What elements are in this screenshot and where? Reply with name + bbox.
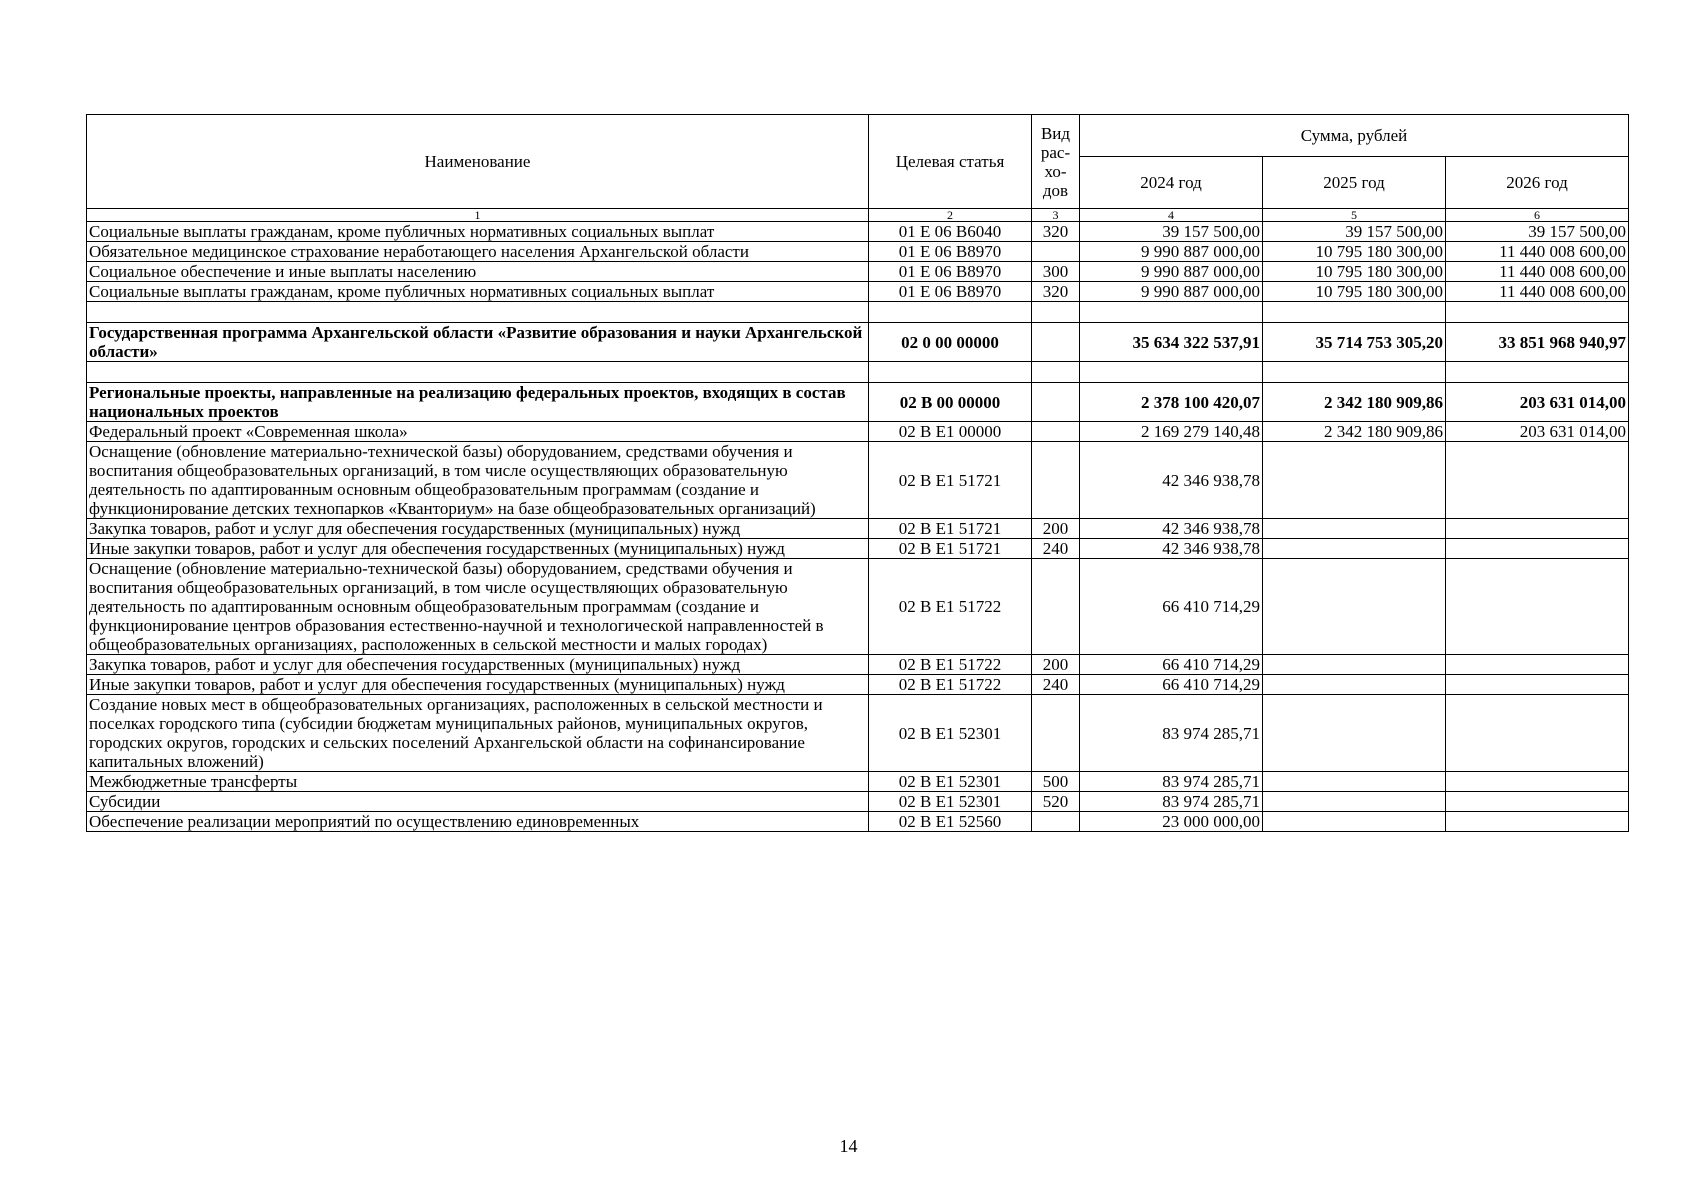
table-row — [87, 792, 1629, 812]
row-name: Обязательное медицинское страхование неработающего населения Архангельской области — [87, 242, 869, 262]
column-number: 3 — [1032, 209, 1080, 222]
row-sum-2025 — [1263, 519, 1446, 539]
row-sum-2024: 83 974 285,71 — [1080, 772, 1263, 792]
row-type: 320 — [1032, 282, 1080, 302]
table-row — [87, 675, 1629, 695]
row-type: 240 — [1032, 675, 1080, 695]
header-year-2024: 2024 год — [1080, 157, 1263, 209]
column-number: 6 — [1446, 209, 1629, 222]
row-sum-2024: 83 974 285,71 — [1080, 792, 1263, 812]
row-sum-2024: 9 990 887 000,00 — [1080, 262, 1263, 282]
row-name: Социальные выплаты гражданам, кроме публичных нормативных социальных выплат — [87, 282, 869, 302]
row-code: 02 В 00 00000 — [869, 383, 1032, 422]
row-sum-2025: 39 157 500,00 — [1263, 222, 1446, 242]
row-sum-2026 — [1446, 675, 1629, 695]
row-sum-2024: 39 157 500,00 — [1080, 222, 1263, 242]
row-name: Субсидии — [87, 792, 869, 812]
table-row-regional-projects — [87, 383, 1629, 422]
row-type — [1032, 442, 1080, 519]
row-sum-2025: 10 795 180 300,00 — [1263, 282, 1446, 302]
row-name: Закупка товаров, работ и услуг для обеспечения государственных (муниципальных) нужд — [87, 519, 869, 539]
row-sum-2026: 11 440 008 600,00 — [1446, 282, 1629, 302]
row-sum-2025 — [1263, 812, 1446, 832]
row-sum-2024: 42 346 938,78 — [1080, 519, 1263, 539]
row-code: 02 В Е1 51721 — [869, 519, 1032, 539]
row-sum-2024 — [1080, 302, 1263, 323]
row-sum-2026 — [1446, 362, 1629, 383]
row-sum-2025 — [1263, 302, 1446, 323]
row-sum-2024: 66 410 714,29 — [1080, 675, 1263, 695]
row-type — [1032, 242, 1080, 262]
table-row — [87, 812, 1629, 832]
header-year-2026: 2026 год — [1446, 157, 1629, 209]
row-sum-2024: 83 974 285,71 — [1080, 695, 1263, 772]
row-type: 500 — [1032, 772, 1080, 792]
row-name: Обеспечение реализации мероприятий по осуществлению единовременных — [87, 812, 869, 832]
empty-row — [87, 362, 1629, 383]
row-type — [1032, 383, 1080, 422]
row-code: 02 В Е1 51722 — [869, 675, 1032, 695]
row-sum-2025 — [1263, 362, 1446, 383]
row-name: Региональные проекты, направленные на реализацию федеральных проектов, входящих в состав национальных проектов — [87, 383, 869, 422]
row-code: 02 0 00 00000 — [869, 323, 1032, 362]
row-sum-2024: 9 990 887 000,00 — [1080, 282, 1263, 302]
row-sum-2026 — [1446, 772, 1629, 792]
row-sum-2026 — [1446, 695, 1629, 772]
row-type — [1032, 812, 1080, 832]
table-row — [87, 262, 1629, 282]
row-sum-2025 — [1263, 655, 1446, 675]
row-code — [869, 362, 1032, 383]
header-sum: Сумма, рублей — [1080, 115, 1629, 157]
row-sum-2025 — [1263, 695, 1446, 772]
row-type: 300 — [1032, 262, 1080, 282]
row-code: 02 В Е1 52560 — [869, 812, 1032, 832]
row-sum-2025 — [1263, 442, 1446, 519]
header-type: Вид рас-хо-дов — [1032, 115, 1080, 209]
row-sum-2024: 23 000 000,00 — [1080, 812, 1263, 832]
row-name: Социальные выплаты гражданам, кроме публичных нормативных социальных выплат — [87, 222, 869, 242]
row-sum-2025 — [1263, 539, 1446, 559]
row-sum-2026: 11 440 008 600,00 — [1446, 262, 1629, 282]
row-sum-2024 — [1080, 362, 1263, 383]
row-code: 02 В Е1 51721 — [869, 539, 1032, 559]
row-sum-2024: 2 169 279 140,48 — [1080, 422, 1263, 442]
row-sum-2026 — [1446, 539, 1629, 559]
row-sum-2025 — [1263, 675, 1446, 695]
page-number: 14 — [839, 1136, 858, 1156]
row-sum-2025 — [1263, 792, 1446, 812]
row-name: Создание новых мест в общеобразовательных организациях, расположенных в сельской местности и поселках городского типа (субсидии бюджетам муниципальных районов, муниципальных округов, городских округов, городских и сельских поселений Архангельской области на софинансирование капитальных вложений) — [87, 695, 869, 772]
row-sum-2026 — [1446, 302, 1629, 323]
row-type — [1032, 362, 1080, 383]
row-sum-2026: 33 851 968 940,97 — [1446, 323, 1629, 362]
row-name: Иные закупки товаров, работ и услуг для обеспечения государственных (муниципальных) нужд — [87, 675, 869, 695]
row-code: 02 В Е1 52301 — [869, 695, 1032, 772]
row-sum-2026: 11 440 008 600,00 — [1446, 242, 1629, 262]
row-code: 02 В Е1 52301 — [869, 772, 1032, 792]
row-sum-2026 — [1446, 559, 1629, 655]
row-type: 520 — [1032, 792, 1080, 812]
table-row — [87, 442, 1629, 519]
row-sum-2024: 66 410 714,29 — [1080, 559, 1263, 655]
row-type: 200 — [1032, 655, 1080, 675]
row-sum-2026 — [1446, 519, 1629, 539]
table-row — [87, 695, 1629, 772]
row-code: 02 В Е1 51722 — [869, 559, 1032, 655]
row-sum-2025: 10 795 180 300,00 — [1263, 242, 1446, 262]
row-name: Оснащение (обновление материально-технической базы) оборудованием, средствами обучения и воспитания общеобразовательных организаций, в том числе осуществляющих образовательную деятельность по адаптированным основным общеобразовательным программам (создание и функционирование центров образования естественно-научной и технологической направленностей в общеобразовательных организациях, расположенных в сельской местности и малых городах) — [87, 559, 869, 655]
row-code: 01 Е 06 В6040 — [869, 222, 1032, 242]
row-name: Федеральный проект «Современная школа» — [87, 422, 869, 442]
row-type — [1032, 695, 1080, 772]
column-number: 2 — [869, 209, 1032, 222]
table-row — [87, 559, 1629, 655]
empty-row — [87, 302, 1629, 323]
row-sum-2026 — [1446, 812, 1629, 832]
row-name: Закупка товаров, работ и услуг для обеспечения государственных (муниципальных) нужд — [87, 655, 869, 675]
row-sum-2024: 42 346 938,78 — [1080, 539, 1263, 559]
table-row — [87, 655, 1629, 675]
row-sum-2026: 203 631 014,00 — [1446, 383, 1629, 422]
row-code: 02 В Е1 00000 — [869, 422, 1032, 442]
row-sum-2025 — [1263, 559, 1446, 655]
row-sum-2025: 2 342 180 909,86 — [1263, 383, 1446, 422]
row-sum-2024: 42 346 938,78 — [1080, 442, 1263, 519]
table-row — [87, 222, 1629, 242]
row-sum-2024: 9 990 887 000,00 — [1080, 242, 1263, 262]
table-row — [87, 422, 1629, 442]
row-type: 240 — [1032, 539, 1080, 559]
table-row — [87, 242, 1629, 262]
header-year-2025: 2025 год — [1263, 157, 1446, 209]
budget-table — [86, 114, 1629, 832]
row-name: Межбюджетные трансферты — [87, 772, 869, 792]
row-name: Государственная программа Архангельской области «Развитие образования и науки Архангельской области» — [87, 323, 869, 362]
row-sum-2026: 203 631 014,00 — [1446, 422, 1629, 442]
row-code: 02 В Е1 51721 — [869, 442, 1032, 519]
row-sum-2024: 35 634 322 537,91 — [1080, 323, 1263, 362]
row-sum-2024: 2 378 100 420,07 — [1080, 383, 1263, 422]
row-sum-2026 — [1446, 792, 1629, 812]
table-row — [87, 519, 1629, 539]
row-name — [87, 362, 869, 383]
row-type — [1032, 559, 1080, 655]
row-name: Иные закупки товаров, работ и услуг для обеспечения государственных (муниципальных) нужд — [87, 539, 869, 559]
row-sum-2025 — [1263, 772, 1446, 792]
row-code: 01 Е 06 В8970 — [869, 262, 1032, 282]
row-name — [87, 302, 869, 323]
row-sum-2025: 2 342 180 909,86 — [1263, 422, 1446, 442]
header-name: Наименование — [87, 115, 869, 209]
table-row-program — [87, 323, 1629, 362]
row-code: 02 В Е1 52301 — [869, 792, 1032, 812]
column-numbers-row — [87, 209, 1629, 222]
row-code: 01 Е 06 В8970 — [869, 242, 1032, 262]
header-target: Целевая статья — [869, 115, 1032, 209]
table-row — [87, 539, 1629, 559]
row-sum-2026 — [1446, 442, 1629, 519]
row-sum-2025: 35 714 753 305,20 — [1263, 323, 1446, 362]
column-number: 4 — [1080, 209, 1263, 222]
table-row — [87, 772, 1629, 792]
row-type — [1032, 323, 1080, 362]
row-type: 320 — [1032, 222, 1080, 242]
row-sum-2026: 39 157 500,00 — [1446, 222, 1629, 242]
row-name: Оснащение (обновление материально-технической базы) оборудованием, средствами обучения и воспитания общеобразовательных организаций, в том числе осуществляющих образовательную деятельность по адаптированным основным общеобразовательным программам (создание и функционирование детских технопарков «Кванториум» на базе общеобразовательных организаций) — [87, 442, 869, 519]
row-code — [869, 302, 1032, 323]
row-code: 01 Е 06 В8970 — [869, 282, 1032, 302]
row-name: Социальное обеспечение и иные выплаты населению — [87, 262, 869, 282]
row-type — [1032, 422, 1080, 442]
row-type: 200 — [1032, 519, 1080, 539]
row-sum-2024: 66 410 714,29 — [1080, 655, 1263, 675]
column-number: 5 — [1263, 209, 1446, 222]
column-number: 1 — [87, 209, 869, 222]
row-sum-2025: 10 795 180 300,00 — [1263, 262, 1446, 282]
row-sum-2026 — [1446, 655, 1629, 675]
row-code: 02 В Е1 51722 — [869, 655, 1032, 675]
table-row — [87, 282, 1629, 302]
row-type — [1032, 302, 1080, 323]
